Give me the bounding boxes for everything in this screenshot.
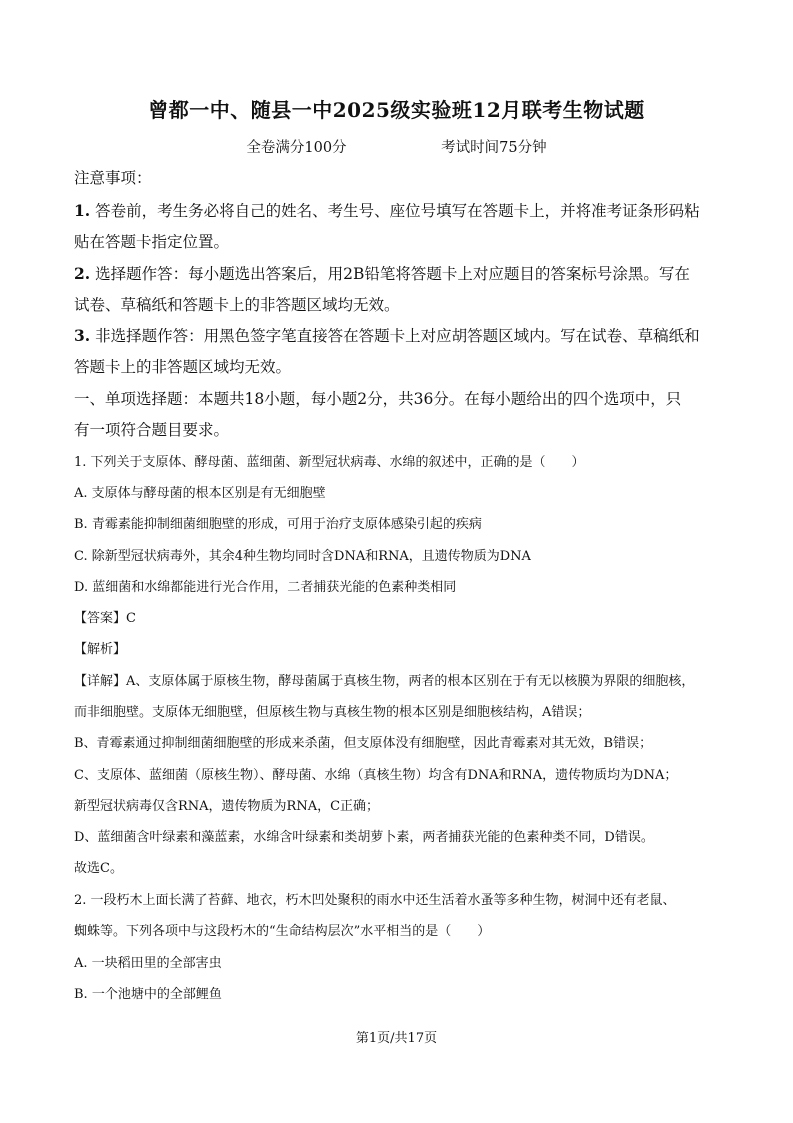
note-3-text: 非选择题作答：用黑色签字笔直接答在答题卡上对应胡答题区域内。写在试卷、草稿纸和 <box>95 327 700 345</box>
note-3-line-2: 答题卡上的非答题区域均无效。 <box>74 358 292 376</box>
q1-analysis-tag: 【解析】 <box>74 642 127 657</box>
page-footer: 第1页/共17页 <box>355 1031 438 1046</box>
q1-detail-line-7: 故选C。 <box>74 861 123 876</box>
page-title: 曾都一中、随县一中2025级实验班12月联考生物试题 <box>148 98 645 122</box>
exam-info <box>0 136 793 157</box>
note-1-text: 答卷前，考生务必将自己的姓名、考生号、座位号填写在答题卡上，并将准考证条形码粘 <box>95 202 700 220</box>
q1-option-b: B. 青霉素能抑制细菌细胞壁的形成，可用于治疗支原体感染引起的疾病 <box>74 517 482 532</box>
q1-detail-line-3: B、青霉素通过抑制细菌细胞壁的形成来杀菌，但支原体没有细胞壁，因此青霉素对其无效，B错误； <box>74 736 653 751</box>
note-3-line-1 <box>74 324 734 346</box>
q1-detail-line-2: 而非细胞壁。支原体无细胞壁，但原核生物与真核生物的根本区别是细胞核结构，A错误； <box>74 705 591 720</box>
q2-option-b: B. 一个池塘中的全部鲤鱼 <box>74 987 222 1002</box>
q1-detail-line-1: 【详解】A、支原体属于原核生物，酵母菌属于真核生物，两者的根本区别在于有无以核膜为界限的细胞核， <box>74 674 695 689</box>
q1-option-d: D. 蓝细菌和水绵都能进行光合作用，二者捕获光能的色素种类相同 <box>74 580 457 595</box>
q2-stem-line-2: 蜘蛛等。下列各项中与这段朽木的“生命结构层次”水平相当的是（ ） <box>74 924 491 939</box>
note-2-text: 选择题作答：每小题选出答案后，用2B铅笔将答题卡上对应题目的答案标号涂黑。写在 <box>95 265 690 283</box>
note-2-line-2: 试卷、草稿纸和答题卡上的非答题区域均无效。 <box>74 296 400 314</box>
q2-stem-line-1: 2. 一段朽木上面长满了苔藓、地衣，朽木凹处聚积的雨水中还生活着水蚤等多种生物，树洞中还有老鼠、 <box>74 893 676 908</box>
total-score: 全卷满分100分 <box>246 140 347 156</box>
note-3-number: 3. <box>74 326 91 345</box>
section-heading-line-2: 有一项符合题目要求。 <box>74 421 230 439</box>
notes-heading: 注意事项： <box>74 169 152 187</box>
note-2-number: 2. <box>74 264 91 283</box>
exam-time: 考试时间75分钟 <box>441 140 547 156</box>
q1-stem: 1. 下列关于支原体、酵母菌、蓝细菌、新型冠状病毒、水绵的叙述中，正确的是（ ） <box>74 455 585 470</box>
q1-option-a: A. 支原体与酵母菌的根本区别是有无细胞壁 <box>74 486 326 501</box>
section-heading-line-1: 一、单项选择题：本题共18小题，每小题2分，共36分。在每小题给出的四个选项中，只 <box>74 390 682 408</box>
note-2-line-1 <box>74 262 734 284</box>
q1-answer: 【答案】C <box>74 611 136 626</box>
q1-detail-line-4: C、支原体、蓝细菌（原核生物）、酵母菌、水绵（真核生物）均含有DNA和RNA，遗传物质均为DNA； <box>74 768 678 783</box>
note-1-line-2: 贴在答题卡指定位置。 <box>74 233 230 251</box>
q1-option-c: C. 除新型冠状病毒外，其余4种生物均同时含DNA和RNA，且遗传物质为DNA <box>74 549 531 564</box>
q1-detail-line-5: 新型冠状病毒仅含RNA，遗传物质为RNA，C正确； <box>74 799 380 814</box>
note-1-number: 1. <box>74 201 91 220</box>
note-1-line-1 <box>74 199 734 221</box>
q1-detail-line-6: D、蓝细菌含叶绿素和藻蓝素，水绵含叶绿素和类胡萝卜素，两者捕获光能的色素种类不同，D错误。 <box>74 830 654 845</box>
q2-option-a: A. 一块稻田里的全部害虫 <box>74 956 222 971</box>
